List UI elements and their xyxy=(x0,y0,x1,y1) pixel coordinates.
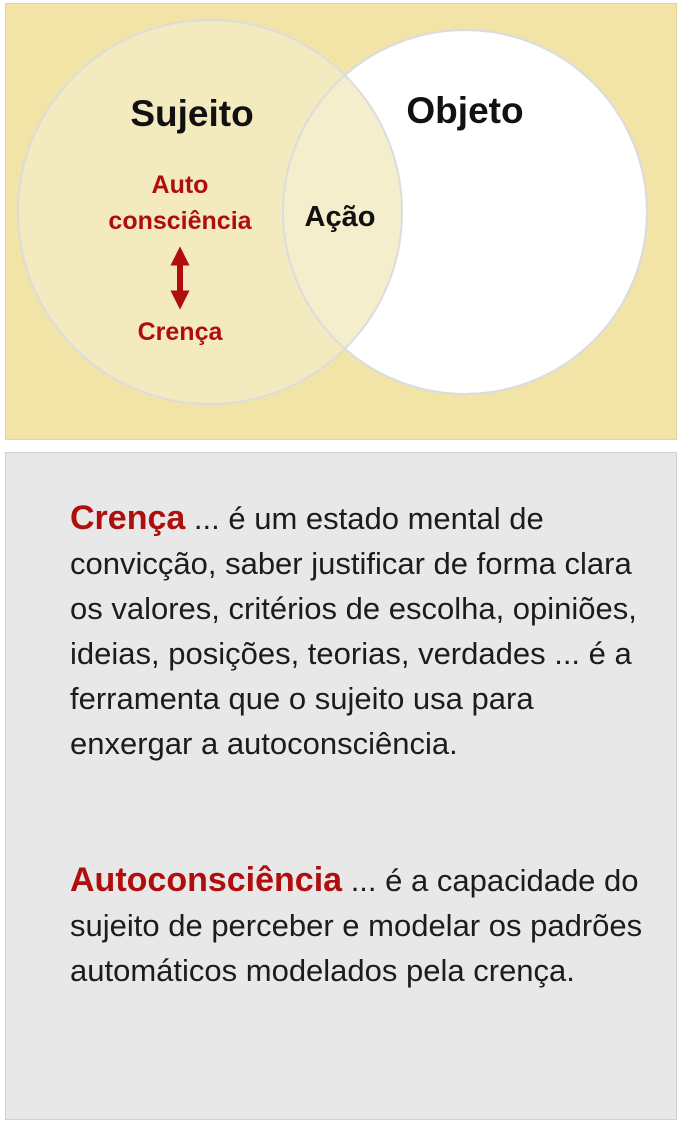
object-label: Objeto xyxy=(406,90,524,131)
autoconsciencia-term: Autoconsciência xyxy=(70,861,343,899)
autoconsciencia-definition-text: ... é a capacidade do sujeito de perceber e modelar os padrões automáticos modelados pela crença. xyxy=(70,863,643,988)
intersection-label: Ação xyxy=(304,201,376,233)
crenca-term: Crença xyxy=(70,499,186,537)
autoconsciencia-label-line2: consciência xyxy=(108,207,252,235)
subject-label: Sujeito xyxy=(130,93,254,134)
crenca-label: Crença xyxy=(137,318,223,346)
crenca-definition-text: ... é um estado mental de convicção, saber justificar de forma clara os valores, critérios de escolha, opiniões, ideias, posições, teorias, verdades ... é a ferramenta que o sujeito usa para enxergar a autoconsciência. xyxy=(70,501,637,761)
autoconsciencia-definition xyxy=(70,858,650,993)
crenca-definition xyxy=(70,496,650,766)
autoconsciencia-label-line1: Auto xyxy=(151,171,209,199)
venn-diagram xyxy=(0,0,682,450)
